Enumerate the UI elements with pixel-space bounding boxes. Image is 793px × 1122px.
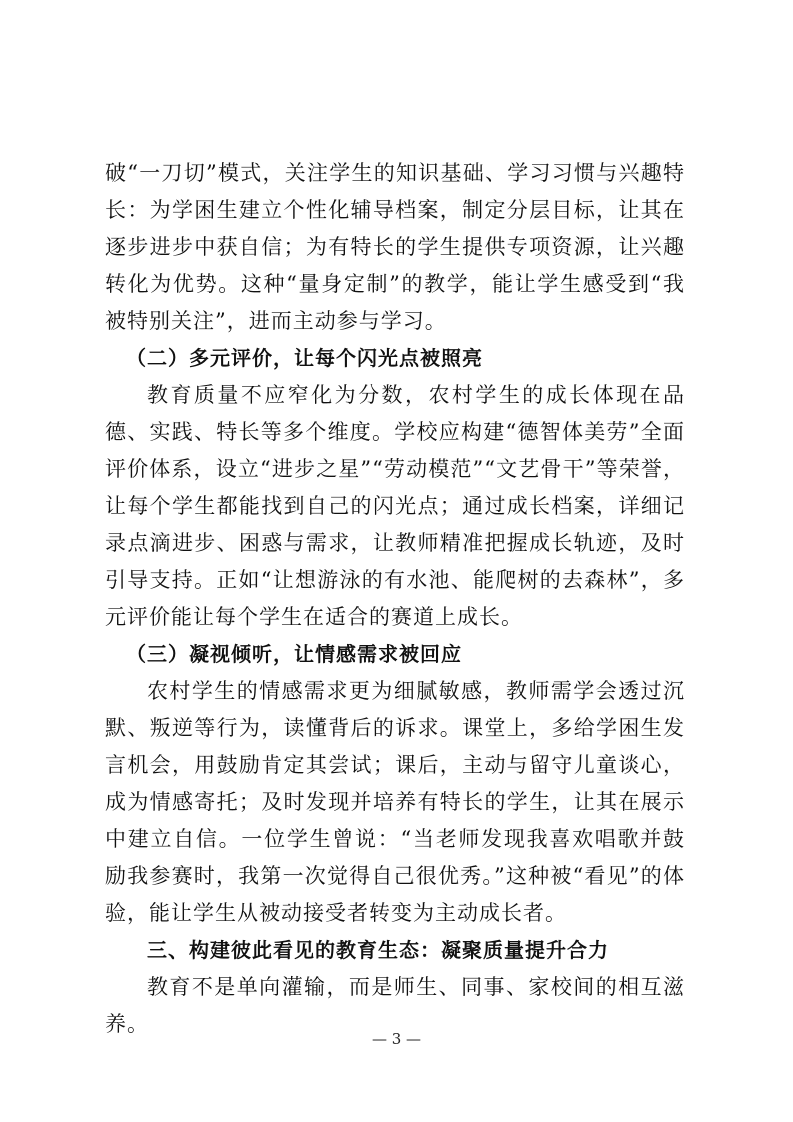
section-heading-attentive-listening: （三）凝视倾听，让情感需求被回应 <box>126 642 462 666</box>
paragraph-attentive-listening: 农村学生的情感需求更为细腻敏感，教师需学会透过沉默、叛逆等行为，读懂背后的诉求。课堂上，多给学困生发言机会，用鼓励肯定其尝试；课后，主动与留守儿童谈心，成为情感寄托；及时发现并培养有特长的学生，让其在展示中建立自信。一位学生曾说：“当老师发现我喜欢唱歌并鼓励我参赛时，我第一次觉得自己很优秀。”这种被“看见”的体验，能让学生从被动接受者转变为主动成长者。 <box>105 679 685 925</box>
chapter-heading-education-ecology: 三、构建彼此看见的教育生态：凝聚质量提升合力 <box>147 938 609 962</box>
paragraph-diverse-evaluation: 教育质量不应窄化为分数，农村学生的成长体现在品德、实践、特长等多个维度。学校应构建“德智体美劳”全面评价体系，设立“进步之星”“劳动模范”“文艺骨干”等荣誉，让每个学生都能找到自己的闪光点；通过成长档案，详细记录点滴进步、困惑与需求，让教师精准把握成长轨迹，及时引导支持。正如“让想游泳的有水池、能爬树的去森林”，多元评价能让每个学生在适合的赛道上成长。 <box>105 383 685 629</box>
section-heading-diverse-evaluation: （二）多元评价，让每个闪光点被照亮 <box>126 346 483 370</box>
paragraph-tailored-teaching: 破“一刀切”模式，关注学生的知识基础、学习习惯与兴趣特长：为学困生建立个性化辅导档案，制定分层目标，让其在逐步进步中获自信；为有特长的学生提供专项资源，让兴趣转化为优势。这种“量身定制”的教学，能让学生感受到“我被特别关注”，进而主动参与学习。 <box>105 161 685 333</box>
paragraph-education-ecology: 教育不是单向灌输，而是师生、同事、家校间的相互滋养。 <box>105 975 685 1036</box>
document-body <box>105 155 685 1043</box>
page-number: — 3 — <box>371 1030 422 1048</box>
